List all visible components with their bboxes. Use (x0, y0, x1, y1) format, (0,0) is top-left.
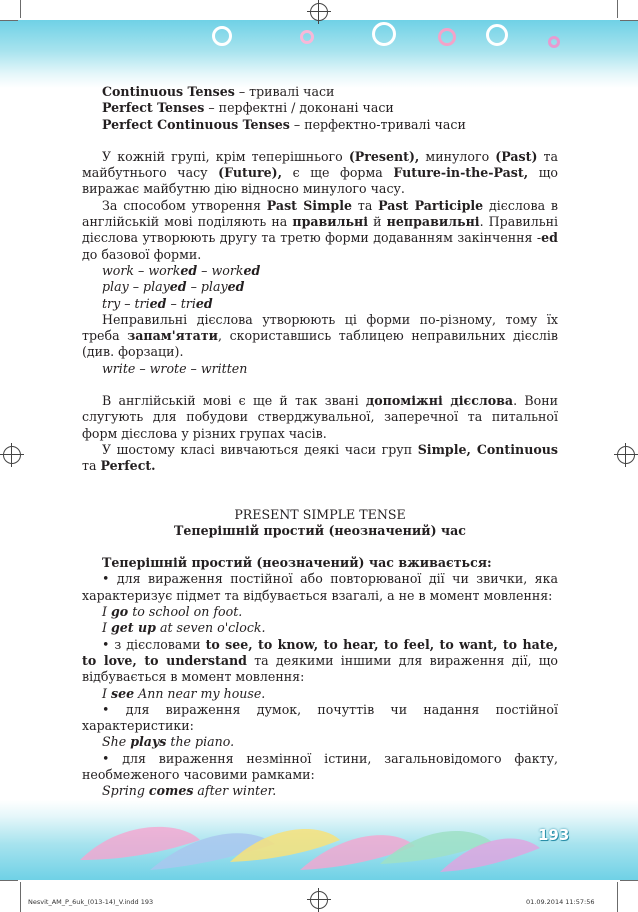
trim-mark (20, 0, 21, 18)
print-slug-date: 01.09.2014 11:57:56 (526, 898, 595, 906)
example-line: She plays the piano. (102, 734, 235, 750)
registration-mark-icon (3, 446, 21, 464)
list-item: Continuous Tenses – тривалі часи (102, 84, 335, 99)
example-line: I get up at seven o'clock. (102, 620, 266, 636)
registration-mark-icon (310, 891, 328, 909)
usage-item: • з дієсловами to see, to know, to hear, to feel, to want, to hate, to love, to understand та деякими іншими для вираження дії, що відбувається в момент мовлення: (82, 636, 558, 685)
paragraph: У шостому класі вивчаються деякі часи груп Simple, Continuous та Perfect. (82, 441, 558, 474)
example-line: write – wrote – written (102, 360, 248, 376)
list-item: Perfect Continuous Tenses – перфектно-тривалі часи (102, 116, 466, 132)
trim-mark (617, 882, 618, 912)
example-line: try – tried – tried (102, 295, 213, 311)
usage-item: • для вираження незмінної істини, загальновідомого факту, необмеженого часовими рамками: (82, 750, 558, 782)
usage-item: • для вираження постійної або повторюваної дії чи звички, яка характеризує підмет та відбувається взагалі, а не в момент мовлення: (82, 571, 558, 603)
example-line: work – worked – worked (102, 262, 261, 278)
trim-mark (617, 0, 618, 18)
example-line: Spring comes after winter. (102, 783, 277, 799)
paragraph: Неправильні дієслова утворюють ці форми по-різному, тому їх треба запам'ятати, скориставшись таблицею неправильних дієслів (див. форзаци). (82, 311, 559, 360)
page-number: 193 (538, 826, 570, 844)
paragraph: За способом утворення Past Simple та Past Participle дієслова в англійській мові поділяють на правильні й неправильні. Правильні дієслова утворюють другу та третю форми додаванням закінчення -ed до базової форми. (82, 197, 559, 262)
usage-heading: Теперішній простий (неозначений) час вживається: (102, 555, 492, 571)
list-item: Perfect Tenses – перфектні / доконані часи (102, 100, 394, 116)
example-line: play – played – played (102, 279, 245, 295)
page-body (82, 84, 558, 800)
section-title: PRESENT SIMPLE TENSE (234, 506, 406, 522)
print-slug-file: Nesvit_AM_P_6uk_(013-14)_V.indd 193 (28, 898, 154, 906)
top-decorative-band (0, 20, 638, 88)
trim-mark (620, 880, 638, 881)
trim-mark (620, 20, 638, 21)
registration-mark-icon (310, 3, 328, 21)
section-subtitle: Теперішній простий (неозначений) час (174, 522, 466, 538)
example-line: I go to school on foot. (102, 604, 243, 620)
trim-mark (20, 882, 21, 912)
usage-item: • для вираження думок, почуттів чи надання постійної характеристики: (82, 701, 558, 734)
trim-mark (0, 20, 18, 21)
registration-mark-icon (617, 446, 635, 464)
example-line: I see Ann near my house. (102, 685, 266, 701)
paragraph: В англійській мові є ще й так звані допоміжні дієслова. Вони слугують для побудови стверджувальної, заперечної та питальної форм дієслова у різних групах часів. (82, 393, 558, 441)
paragraph: У кожній групі, крім теперішнього (Present), минулого (Past) та майбутнього часу (Future), є ще форма Future-in-the-Past, що виражає майбутню дію відносно минулого часу. (82, 148, 558, 197)
trim-mark (0, 880, 18, 881)
